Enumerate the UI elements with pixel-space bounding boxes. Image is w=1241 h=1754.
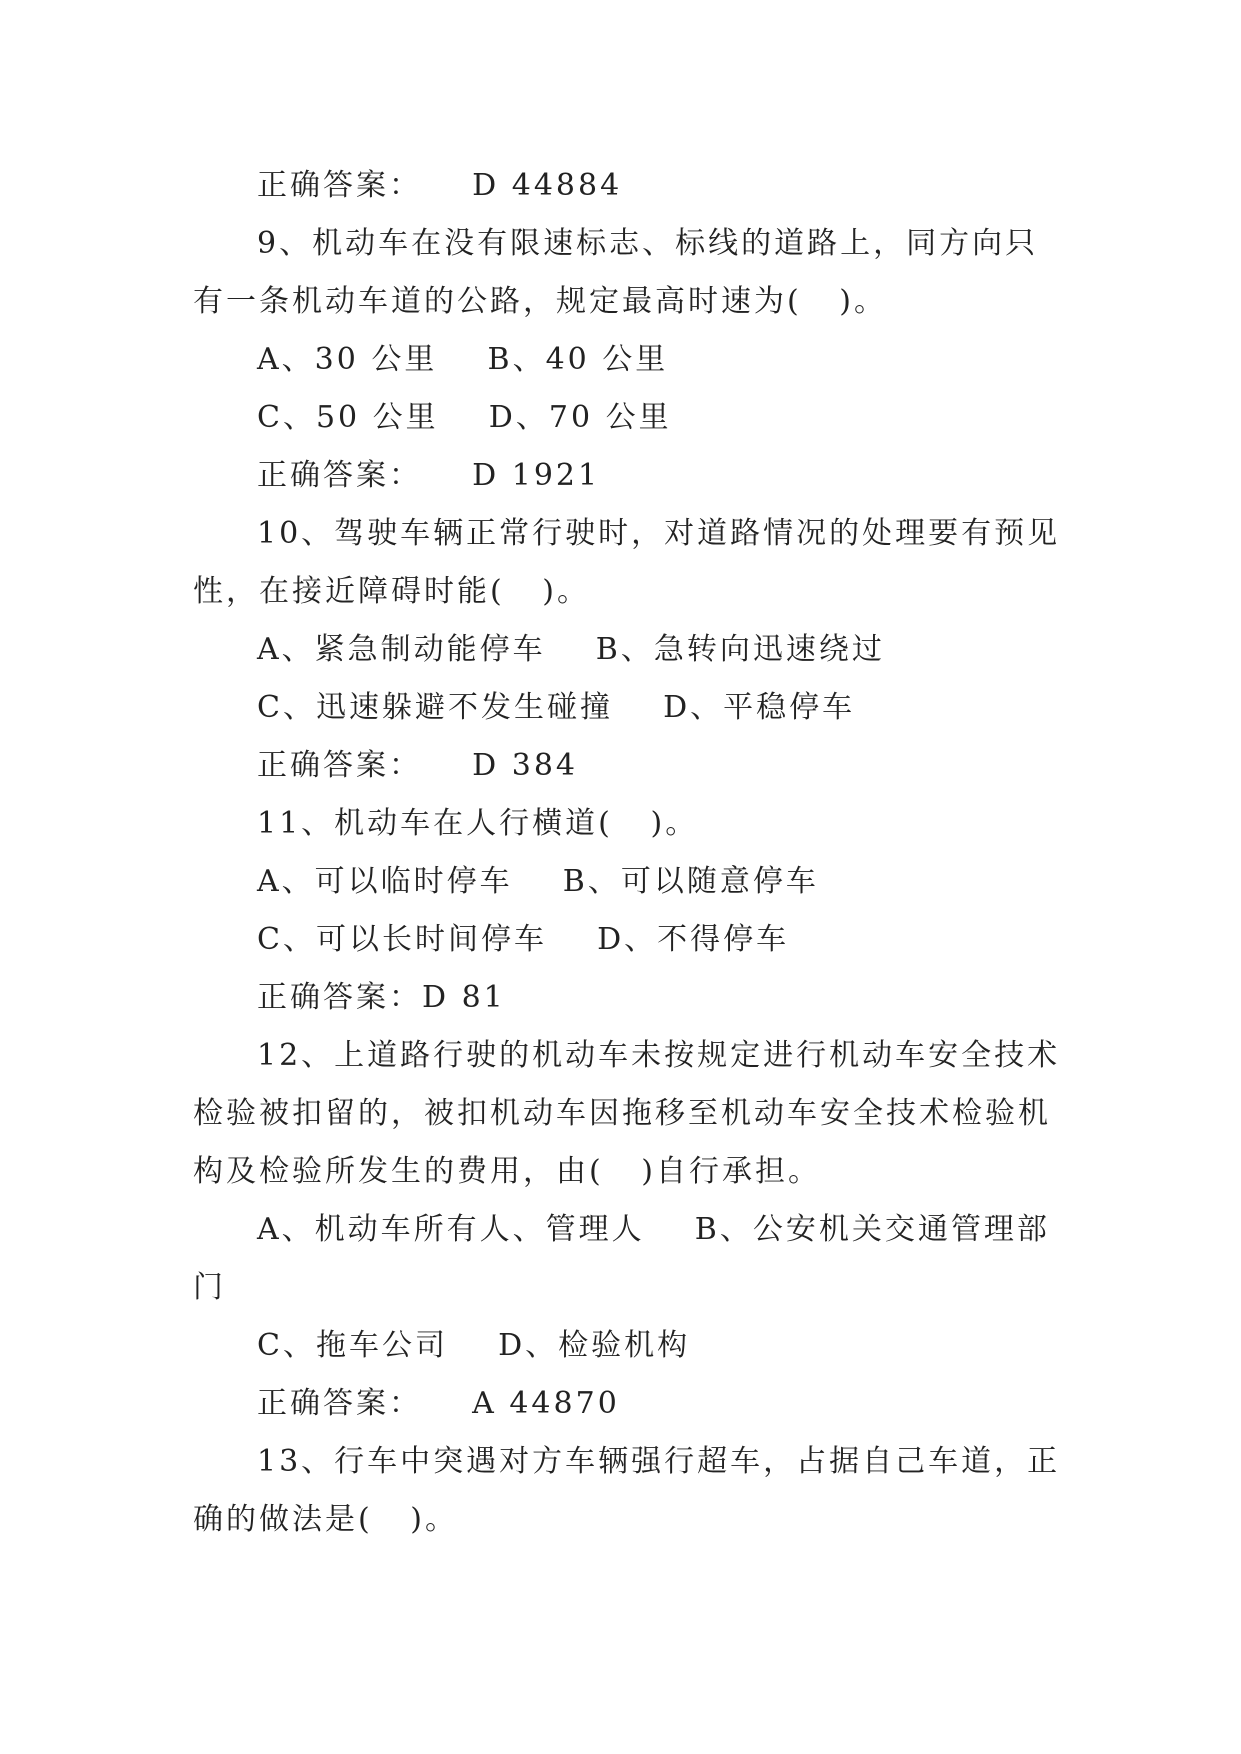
question-10-options-cd: C、迅速躲避不发生碰撞 D、平稳停车 [257, 690, 856, 725]
question-12-line-1: 12、上道路行驶的机动车未按规定进行机动车安全技术 [257, 1038, 1061, 1073]
answer-line-q12: 正确答案： A 44870 [257, 1386, 620, 1421]
question-9-options-ab: A、30 公里 B、40 公里 [257, 342, 669, 377]
question-9-line-2: 有一条机动车道的公路，规定最高时速为( )。 [193, 284, 888, 319]
question-9-options-cd: C、50 公里 D、70 公里 [257, 400, 672, 435]
question-10-options-ab: A、紧急制动能停车 B、急转向迅速绕过 [257, 632, 885, 667]
question-13-line-1: 13、行车中突遇对方车辆强行超车，占据自己车道，正 [257, 1444, 1061, 1479]
question-10-line-2: 性，在接近障碍时能( )。 [193, 574, 591, 609]
question-11-options-ab: A、可以临时停车 B、可以随意停车 [257, 864, 819, 899]
question-12-options-ab-wrap: 门 [193, 1270, 226, 1305]
question-11-options-cd: C、可以长时间停车 D、不得停车 [257, 922, 790, 957]
question-12-options-ab: A、机动车所有人、管理人 B、公安机关交通管理部 [257, 1212, 1050, 1247]
answer-line-q11: 正确答案：D 81 [257, 980, 506, 1015]
answer-line-q8: 正确答案： D 44884 [257, 168, 623, 203]
question-12-options-cd: C、拖车公司 D、检验机构 [257, 1328, 691, 1363]
answer-line-q9: 正确答案： D 1921 [257, 458, 601, 493]
question-12-line-3: 构及检验所发生的费用，由( )自行承担。 [193, 1154, 822, 1189]
answer-line-q10: 正确答案： D 384 [257, 748, 578, 783]
question-11-line-1: 11、机动车在人行横道( )。 [257, 806, 699, 841]
question-9-line-1: 9、机动车在没有限速标志、标线的道路上，同方向只 [257, 226, 1039, 261]
question-10-line-1: 10、驾驶车辆正常行驶时，对道路情况的处理要有预见 [257, 516, 1061, 551]
question-12-line-2: 检验被扣留的，被扣机动车因拖移至机动车安全技术检验机 [193, 1096, 1051, 1131]
question-13-line-2: 确的做法是( )。 [193, 1502, 459, 1537]
